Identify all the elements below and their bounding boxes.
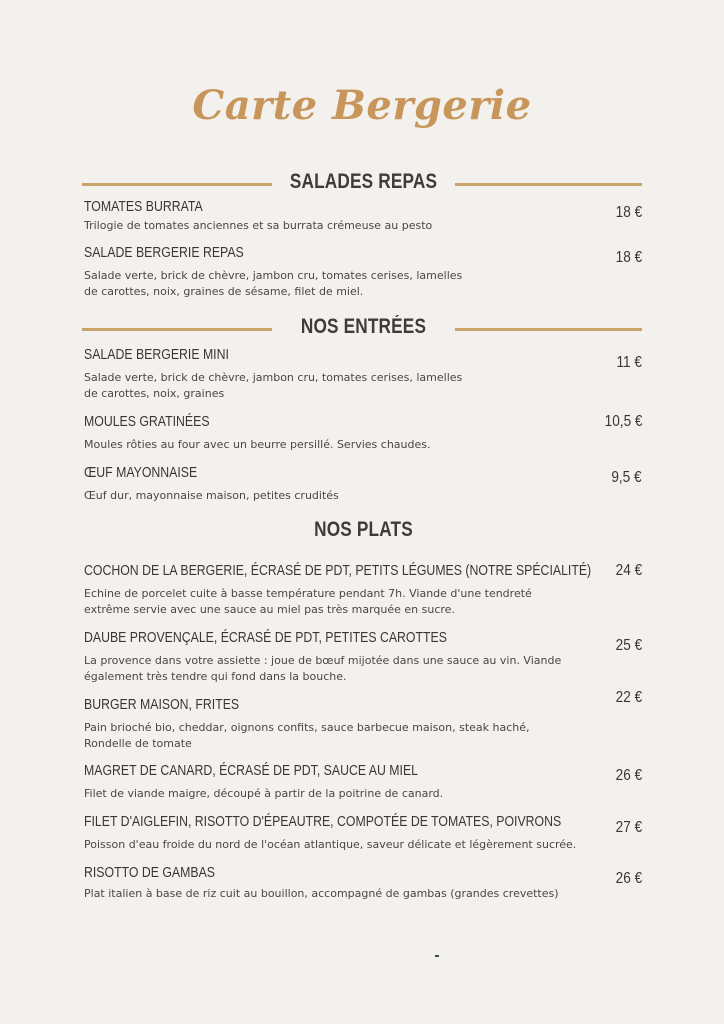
item-name: ŒUF MAYONNAISE	[84, 464, 198, 481]
divider-right	[455, 183, 642, 186]
item-name: DAUBE PROVENÇALE, ÉCRASÉ DE PDT, PETITES CAROTTES	[84, 629, 447, 646]
item-name: BURGER MAISON, FRITES	[84, 696, 240, 713]
section-header-salades	[0, 170, 724, 200]
item-description: Salade verte, brick de chèvre, jambon cru, tomates cerises, lamelles de carottes, noix, graines de sésame, filet de miel.	[84, 269, 463, 298]
item-price: 26 €	[615, 767, 642, 784]
section-title: SALADES REPAS	[289, 170, 438, 193]
item-description: Trilogie de tomates anciennes et sa burrata crémeuse au pesto	[84, 219, 433, 232]
item-description: Moules rôties au four avec un beurre persillé. Servies chaudes.	[84, 438, 431, 451]
divider-left	[82, 328, 272, 331]
divider-right	[455, 328, 642, 331]
item-name: FILET D'AIGLEFIN, RISOTTO D'ÉPEAUTRE, COMPOTÉE DE TOMATES, POIVRONS	[84, 813, 562, 830]
item-price: 18 €	[615, 204, 642, 221]
item-description: Filet de viande maigre, découpé à partir de la poitrine de canard.	[84, 787, 444, 800]
scan-mark	[435, 955, 439, 957]
item-name: TOMATES BURRATA	[84, 198, 203, 215]
item-description: Poisson d'eau froide du nord de l'océan atlantique, saveur délicate et légèrement sucrée.	[84, 838, 577, 851]
item-price: 18 €	[615, 249, 642, 266]
item-price: 11 €	[616, 354, 642, 371]
item-description: Pain brioché bio, cheddar, oignons confits, sauce barbecue maison, steak haché, Rondelle de tomate	[84, 721, 530, 750]
item-price: 24 €	[615, 562, 642, 579]
item-name: RISOTTO DE GAMBAS	[84, 864, 215, 881]
item-description: Œuf dur, mayonnaise maison, petites crudités	[84, 489, 339, 502]
section-header-plats	[0, 518, 724, 548]
item-price: 9,5 €	[611, 469, 642, 486]
item-name: COCHON DE LA BERGERIE, ÉCRASÉ DE PDT, PETITS LÉGUMES (NOTRE SPÉCIALITÉ)	[84, 562, 592, 579]
item-description: Echine de porcelet cuite à basse température pendant 7h. Viande d'une tendreté extrême servie avec une sauce au miel pas très marquée en sucre.	[84, 587, 532, 616]
item-name: SALADE BERGERIE MINI	[84, 346, 229, 363]
item-price: 10,5 €	[604, 413, 642, 430]
item-description: Salade verte, brick de chèvre, jambon cru, tomates cerises, lamelles de carottes, noix, graines	[84, 371, 463, 400]
item-price: 25 €	[615, 637, 642, 654]
item-price: 27 €	[615, 819, 642, 836]
item-price: 22 €	[615, 689, 642, 706]
item-name: MOULES GRATINÉES	[84, 413, 210, 430]
item-name: MAGRET DE CANARD, ÉCRASÉ DE PDT, SAUCE AU MIEL	[84, 762, 418, 779]
item-name: SALADE BERGERIE REPAS	[84, 244, 244, 261]
menu-title: Carte Bergerie	[192, 82, 532, 129]
section-title: NOS PLATS	[314, 518, 413, 541]
divider-left	[82, 183, 272, 186]
item-description: La provence dans votre assiette : joue de bœuf mijotée dans une sauce au vin. Viande également très tendre qui fond dans la bouche.	[84, 654, 562, 683]
section-header-entrees	[0, 315, 724, 345]
section-title: NOS ENTRÉES	[300, 315, 427, 338]
item-description: Plat italien à base de riz cuit au bouillon, accompagné de gambas (grandes crevettes)	[84, 887, 559, 900]
item-price: 26 €	[615, 870, 642, 887]
